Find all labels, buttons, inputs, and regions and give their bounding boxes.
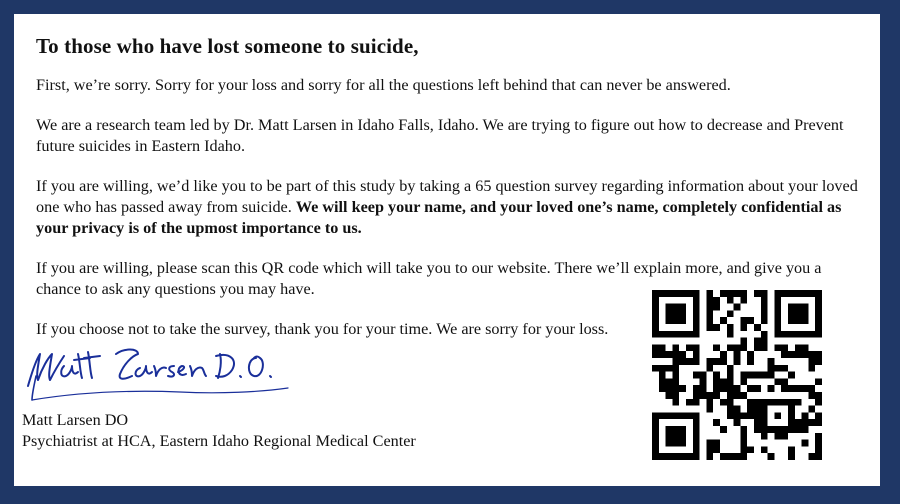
signer-name: Matt Larsen DO xyxy=(22,411,129,429)
paragraph-research-team: We are a research team led by Dr. Matt Larsen in Idaho Falls, Idaho. We are trying to figure out how to decrease and Prevent future suicides in Eastern Idaho. xyxy=(36,116,844,155)
paragraph-qr-instructions: If you are willing, please scan this QR code which will take you to our website. There we’ll explain more, and give you a chance to ask any questions you may have. xyxy=(36,259,822,298)
survey-text: If you are willing, we’d like you to be part of this study by taking a 65 question survey regarding information about your loved one who has passed away from suicide. xyxy=(36,177,858,216)
paragraph-apology: First, we’re sorry. Sorry for your loss and sorry for all the questions left behind that can never be answered. xyxy=(36,76,731,94)
paragraph-survey xyxy=(36,176,866,239)
signer-title: Psychiatrist at HCA, Eastern Idaho Regional Medical Center xyxy=(22,432,416,450)
letter-heading: To those who have lost someone to suicide, xyxy=(36,34,419,58)
paragraph-closing: If you choose not to take the survey, thank you for your time. We are sorry for your loss. xyxy=(36,320,609,338)
handwritten-signature xyxy=(20,340,300,412)
qr-code-icon[interactable] xyxy=(652,290,822,460)
confidentiality-text: We will keep your name, and your loved one’s name, completely confidential as your privacy is of the upmost importance to us. xyxy=(36,198,842,237)
